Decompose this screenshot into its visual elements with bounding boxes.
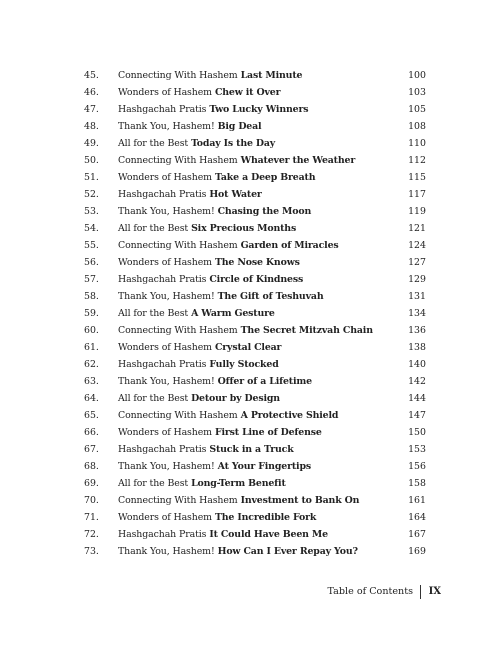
entry-category: All for the Best xyxy=(118,223,189,234)
entry-title: Circle of Kindness xyxy=(209,274,304,285)
entry-category: Hashgachah Pratis xyxy=(118,189,207,200)
entry-category: Hashgachah Pratis xyxy=(118,529,207,540)
entry-number: 67. xyxy=(84,444,99,455)
page-footer xyxy=(0,584,441,600)
entry-number: 47. xyxy=(84,104,99,115)
entry-title: The Incredible Fork xyxy=(214,512,317,523)
entry-category: Hashgachah Pratis xyxy=(118,359,207,370)
entry-number: 54. xyxy=(84,223,99,234)
entry-page-number: 127 xyxy=(408,257,426,268)
entry-number: 66. xyxy=(84,427,99,438)
toc-entry[interactable] xyxy=(84,220,426,237)
entry-page-number: 158 xyxy=(408,478,426,489)
toc-entry[interactable] xyxy=(84,305,426,322)
entry-number: 51. xyxy=(84,172,99,183)
entry-number: 69. xyxy=(84,478,99,489)
entry-number: 57. xyxy=(84,274,99,285)
toc-entry[interactable] xyxy=(84,186,426,203)
entry-number: 45. xyxy=(84,70,99,81)
entry-number: 55. xyxy=(84,240,99,251)
entry-category: Wonders of Hashem xyxy=(118,257,212,268)
toc-entry[interactable] xyxy=(84,169,426,186)
entry-page-number: 147 xyxy=(408,410,426,421)
entry-title-line xyxy=(118,322,373,339)
toc-entry[interactable] xyxy=(84,441,426,458)
entry-category: Thank You, Hashem! xyxy=(118,291,215,302)
entry-category: Connecting With Hashem xyxy=(118,240,238,251)
toc-entry[interactable] xyxy=(84,152,426,169)
entry-number: 73. xyxy=(84,546,99,557)
entry-category: All for the Best xyxy=(118,393,189,404)
entry-title-line xyxy=(118,339,281,356)
entry-title: Take a Deep Breath xyxy=(214,172,316,183)
entry-number: 48. xyxy=(84,121,99,132)
entry-title-line xyxy=(118,305,275,322)
entry-number: 72. xyxy=(84,529,99,540)
entry-page-number: 136 xyxy=(408,325,426,336)
entry-title-line xyxy=(118,390,280,407)
entry-number: 60. xyxy=(84,325,99,336)
entry-title: Crystal Clear xyxy=(214,342,282,353)
entry-title-line xyxy=(118,169,315,186)
entry-category: Hashgachah Pratis xyxy=(118,444,207,455)
entry-number: 71. xyxy=(84,512,99,523)
entry-category: Wonders of Hashem xyxy=(118,427,212,438)
toc-entry[interactable] xyxy=(84,390,426,407)
entry-title: How Can I Ever Repay You? xyxy=(217,546,358,557)
entry-number: 61. xyxy=(84,342,99,353)
toc-entry[interactable] xyxy=(84,424,426,441)
entry-page-number: 115 xyxy=(408,172,426,183)
entry-page-number: 142 xyxy=(408,376,426,387)
entry-title: At Your Fingertips xyxy=(217,461,311,472)
toc-entry[interactable] xyxy=(84,118,426,135)
entry-title: The Secret Mitzvah Chain xyxy=(240,325,373,336)
toc-entry[interactable] xyxy=(84,135,426,152)
entry-title: Big Deal xyxy=(217,121,262,132)
entry-title: Detour by Design xyxy=(191,393,280,404)
entry-category: Thank You, Hashem! xyxy=(118,206,215,217)
entry-page-number: 161 xyxy=(408,495,426,506)
entry-category: Wonders of Hashem xyxy=(118,342,212,353)
entry-title-line xyxy=(118,543,358,560)
entry-page-number: 129 xyxy=(408,274,426,285)
entry-title: Stuck in a Truck xyxy=(209,444,294,455)
toc-entry[interactable] xyxy=(84,492,426,509)
entry-title-line xyxy=(118,220,296,237)
entry-title-line xyxy=(118,356,279,373)
entry-title: Investment to Bank On xyxy=(240,495,360,506)
entry-title: Whatever the Weather xyxy=(240,155,356,166)
toc-entry[interactable] xyxy=(84,254,426,271)
entry-category: Wonders of Hashem xyxy=(118,87,212,98)
entry-title: A Warm Gesture xyxy=(191,308,275,319)
entry-page-number: 112 xyxy=(408,155,426,166)
entry-title-line xyxy=(118,407,338,424)
entry-category: Connecting With Hashem xyxy=(118,495,238,506)
entry-page-number: 105 xyxy=(408,104,426,115)
entry-page-number: 134 xyxy=(408,308,426,319)
entry-category: All for the Best xyxy=(118,308,189,319)
entry-page-number: 131 xyxy=(408,291,426,302)
entry-title: Six Precious Months xyxy=(191,223,297,234)
entry-page-number: 156 xyxy=(408,461,426,472)
entry-title-line xyxy=(118,288,324,305)
entry-page-number: 110 xyxy=(408,138,426,149)
entry-title-line xyxy=(118,186,262,203)
toc-entry[interactable] xyxy=(84,67,426,84)
entry-title: The Nose Knows xyxy=(214,257,300,268)
entry-page-number: 119 xyxy=(408,206,426,217)
toc-entry[interactable] xyxy=(84,526,426,543)
entry-category: Thank You, Hashem! xyxy=(118,461,215,472)
entry-title: It Could Have Been Me xyxy=(209,529,328,540)
entry-title-line xyxy=(118,509,316,526)
entry-title: Last Minute xyxy=(240,70,303,81)
entry-category: Hashgachah Pratis xyxy=(118,104,207,115)
entry-number: 58. xyxy=(84,291,99,302)
entry-category: Thank You, Hashem! xyxy=(118,121,215,132)
entry-page-number: 153 xyxy=(408,444,426,455)
entry-category: Wonders of Hashem xyxy=(118,172,212,183)
toc-entry[interactable] xyxy=(84,373,426,390)
entry-title: Two Lucky Winners xyxy=(209,104,309,115)
entry-title-line xyxy=(118,458,311,475)
entry-title-line xyxy=(118,237,339,254)
entry-number: 65. xyxy=(84,410,99,421)
entry-page-number: 140 xyxy=(408,359,426,370)
entry-title-line xyxy=(118,84,280,101)
toc-entry[interactable] xyxy=(84,543,426,560)
entry-title-line xyxy=(118,118,261,135)
entry-category: All for the Best xyxy=(118,478,189,489)
entry-title: Today Is the Day xyxy=(191,138,276,149)
entry-number: 52. xyxy=(84,189,99,200)
entry-number: 56. xyxy=(84,257,99,268)
entry-number: 62. xyxy=(84,359,99,370)
toc-entry[interactable] xyxy=(84,356,426,373)
entry-number: 68. xyxy=(84,461,99,472)
entry-number: 63. xyxy=(84,376,99,387)
toc-entry[interactable] xyxy=(84,407,426,424)
entry-title-line xyxy=(118,492,359,509)
entry-number: 46. xyxy=(84,87,99,98)
footer-divider xyxy=(420,585,421,599)
entry-category: Connecting With Hashem xyxy=(118,410,238,421)
toc-entry[interactable] xyxy=(84,203,426,220)
entry-title: Long-Term Benefit xyxy=(191,478,286,489)
entry-page-number: 167 xyxy=(408,529,426,540)
entry-number: 53. xyxy=(84,206,99,217)
entry-page-number: 169 xyxy=(408,546,426,557)
entry-title: A Protective Shield xyxy=(240,410,339,421)
entry-category: Thank You, Hashem! xyxy=(118,546,215,557)
entry-category: Connecting With Hashem xyxy=(118,325,238,336)
entry-title-line xyxy=(118,441,294,458)
entry-title-line xyxy=(118,424,322,441)
table-of-contents xyxy=(84,67,426,560)
entry-number: 50. xyxy=(84,155,99,166)
entry-category: Connecting With Hashem xyxy=(118,70,238,81)
toc-entry[interactable] xyxy=(84,339,426,356)
entry-page-number: 164 xyxy=(408,512,426,523)
entry-title-line xyxy=(118,203,311,220)
entry-title: Garden of Miracles xyxy=(240,240,339,251)
entry-title-line xyxy=(118,373,312,390)
toc-entry[interactable] xyxy=(84,237,426,254)
entry-title: Fully Stocked xyxy=(209,359,279,370)
entry-title-line xyxy=(118,135,275,152)
entry-category: Wonders of Hashem xyxy=(118,512,212,523)
entry-number: 64. xyxy=(84,393,99,404)
entry-number: 70. xyxy=(84,495,99,506)
entry-category: Hashgachah Pratis xyxy=(118,274,207,285)
entry-title-line xyxy=(118,271,303,288)
entry-category: All for the Best xyxy=(118,138,189,149)
toc-entry[interactable] xyxy=(84,509,426,526)
entry-page-number: 100 xyxy=(408,70,426,81)
entry-title-line xyxy=(118,101,308,118)
toc-entry[interactable] xyxy=(84,458,426,475)
running-footer-title: Table of Contents xyxy=(327,586,413,597)
toc-entry[interactable] xyxy=(84,84,426,101)
entry-title: Chasing the Moon xyxy=(217,206,312,217)
entry-title-line xyxy=(118,67,302,84)
entry-category: Connecting With Hashem xyxy=(118,155,238,166)
entry-page-number: 144 xyxy=(408,393,426,404)
entry-page-number: 138 xyxy=(408,342,426,353)
entry-title: Offer of a Lifetime xyxy=(217,376,312,387)
toc-entry[interactable] xyxy=(84,475,426,492)
toc-entry[interactable] xyxy=(84,271,426,288)
entry-title-line xyxy=(118,475,286,492)
entry-title: The Gift of Teshuvah xyxy=(217,291,324,302)
entry-page-number: 117 xyxy=(408,189,426,200)
toc-entry[interactable] xyxy=(84,322,426,339)
entry-number: 49. xyxy=(84,138,99,149)
toc-entry[interactable] xyxy=(84,101,426,118)
entry-title-line xyxy=(118,526,328,543)
entry-title: Hot Water xyxy=(209,189,262,200)
entry-page-number: 124 xyxy=(408,240,426,251)
page-number: IX xyxy=(428,586,441,597)
entry-page-number: 103 xyxy=(408,87,426,98)
entry-page-number: 121 xyxy=(408,223,426,234)
entry-number: 59. xyxy=(84,308,99,319)
entry-title-line xyxy=(118,152,355,169)
entry-category: Thank You, Hashem! xyxy=(118,376,215,387)
toc-entry[interactable] xyxy=(84,288,426,305)
entry-title: Chew it Over xyxy=(214,87,281,98)
entry-title-line xyxy=(118,254,300,271)
entry-page-number: 108 xyxy=(408,121,426,132)
entry-title: First Line of Defense xyxy=(214,427,322,438)
entry-page-number: 150 xyxy=(408,427,426,438)
